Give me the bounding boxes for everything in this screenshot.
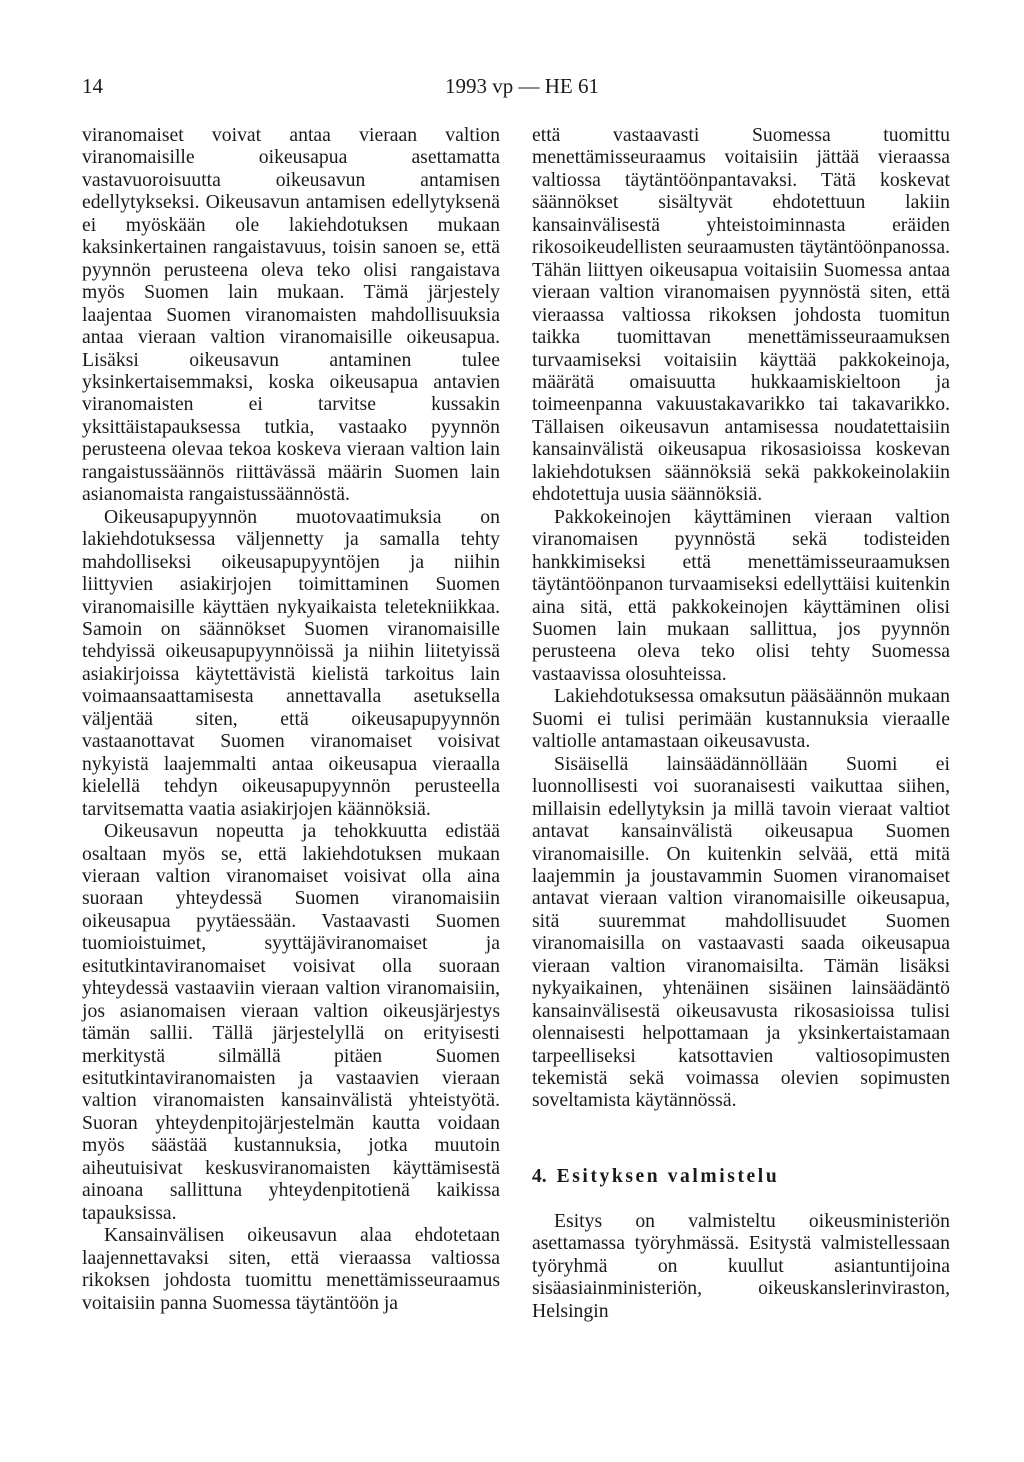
left-column (82, 124, 500, 1314)
paragraph: viranomaiset voivat antaa vieraan valtion viranomaisille oikeusapua asettamatta vastavuoroisuutta oikeusavun antamisen edellytykseksi. Oikeusavun antamisen edellytyksenä ei myöskään ole lakiehdotuksen mukaan kaksinkertainen rangaistavuus, toisin sanoen se, että pyynnön perusteena oleva teko olisi rangaistava myös Suomen lain mukaan. Tämä järjestely laajentaa Suomen viranomaisten mahdollisuuksia antaa vieraan valtion viranomaisille oikeusapua. Lisäksi oikeusavun antaminen tulee yksinkertaisemmaksi, koska oikeusapua antavien viranomaisten ei tarvitse kussakin yksittäistapauksessa tutkia, vastaako pyynnön perusteena olevaa tekoa koskeva vieraan valtion lain rangaistussäännös riittävässä määrin Suomen lain asianomaista rangaistussäännöstä. (82, 124, 500, 506)
page-number: 14 (82, 74, 103, 98)
section-number: 4. (532, 1165, 547, 1187)
paragraph: Oikeusapupyynnön muotovaatimuksia on lakiehdotuksessa väljennetty ja samalla tehty mahdolliseksi oikeusapupyyntöjen ja niihin liittyvien asiakirjojen toimittaminen Suomen viranomaisille käyttäen nykyaikaista teletekniikkaa. Samoin on säännökset Suomen viranomaisille tehdyissä oikeusapupyynnöissä ja niihin liitetyissä asiakirjoissa käytettävistä kielistä tarkoitus lain voimaansaattamisesta annettavalla asetuksella väljentää siten, että oikeusapupyynnön vastaanottavat Suomen viranomaiset voisivat nykyistä laajemmalti antaa oikeusapua vieraalla kielellä tehdyn oikeusapupyynnön perusteella tarvitsematta vaatia asiakirjojen käännöksiä. (82, 505, 500, 820)
section-heading (532, 1166, 950, 1210)
paragraph: Pakkokeinojen käyttäminen vieraan valtion viranomaisen pyynnöstä sekä todisteiden hankkimiseksi että menettämisseuraamuksen täytäntöönpanon turvaamiseksi edellyttäisi kuitenkin aina sitä, että pakkokeinojen käyttäminen olisi Suomen lain mukaan sallittua, jos pyynnön perusteena oleva teko olisi tehty Suomessa vastaavissa olosuhteissa. (532, 505, 950, 685)
paragraph: Oikeusavun nopeutta ja tehokkuutta edistää osaltaan myös se, että lakiehdotuksen mukaan vieraan valtion viranomaiset voisivat olla aina suoraan yhteydessä Suomen viranomaisiin oikeusapua pyytäessään. Vastaavasti Suomen tuomioistuimet, syyttäjäviranomaiset ja esitutkintaviranomaiset voisivat olla suoraan yhteydessä vastaaviin vieraan valtion viranomaisiin, jos asianomaisen vieraan valtion oikeusjärjestys tämän sallii. Tällä järjestelyllä on erityisesti merkitystä silmällä pitäen Suomen esitutkintaviranomaisten ja vastaavien vieraan valtion viranomaisten kansainvälistä yhteistyötä. Suoran yhteydenpitojärjestelmän kautta voidaan myös säästää kustannuksia, jotka muutoin aiheutuisivat keskusviranomaisten käyttämisestä ainoana sallittuna yhteydenpitotienä kaikissa tapauksissa. (82, 820, 500, 1224)
paragraph: Lakiehdotuksessa omaksutun pääsäännön mukaan Suomi ei tulisi perimään kustannuksia vieraalle valtiolle antamastaan oikeusavusta. (532, 685, 950, 753)
running-title: 1993 vp — HE 61 (445, 74, 599, 98)
page-header (82, 74, 962, 104)
paragraph: Esitys on valmisteltu oikeusministeriön asettamassa työryhmässä. Esitystä valmistellessaan työryhmä on kuullut asiantuntijoina sisäasiainministeriön, oikeuskanslerinviraston, Helsingin (532, 1209, 950, 1322)
paragraph: että vastaavasti Suomessa tuomittu menettämisseuraamus voitaisiin jättää vieraassa valtiossa täytäntöönpantavaksi. Tätä koskevat säännökset sisältyvät ehdotettuun lakiin kansainvälisestä yhteistoiminnasta eräiden rikosoikeudellisten seuraamusten täytäntöönpanossa. Tähän liittyen oikeusapua voitaisiin Suomessa antaa vieraan valtion viranomaisen pyynnöstä siten, että vieraassa valtiossa rikoksen johdosta tuomitun taikka tuomittavan menettämisseuraamuksen turvaamiseksi voitaisiin käyttää pakkokeinoja, määrätä omaisuutta hukkaamiskieltoon ja toimeenpanna vakuustakavarikko tai takavarikko. Tällaisen oikeusavun antamisessa noudatettaisiin kansainvälistä oikeusapua rikosasioissa koskevan lakiehdotuksen säännöksiä sekä pakkokeinolakiin ehdotettuja uusia säännöksiä. (532, 124, 950, 506)
paragraph: Sisäisellä lainsäädännöllään Suomi ei luonnollisesti voi suoranaisesti vaikuttaa siihen, millaisin edellytyksin ja millä tavoin vieraat valtiot antavat kansainvälistä oikeusapua Suomen viranomaisille. On kuitenkin selvää, että mitä laajemmin ja joustavammin Suomen viranomaiset antavat vieraan valtion viranomaisille oikeusapua, sitä suuremmat mahdollisuudet Suomen viranomaisilla on vastaavasti saada oikeusapua vieraan valtion viranomaisilta. Tämän lisäksi nykyaikainen, yhtenäinen sisäinen lainsäädäntö kansainvälisestä oikeusavusta rikosasioissa tulisi olennaisesti helpottamaan ja yksinkertaistamaan tarpeelliseksi katsottavien valtiosopimusten tekemistä sekä voimassa olevien sopimusten soveltamista käytännössä. (532, 752, 950, 1112)
section-title: Esityksen valmistelu (556, 1165, 780, 1187)
right-column (532, 124, 950, 1322)
paragraph: Kansainvälisen oikeusavun alaa ehdotetaan laajennettavaksi siten, että vieraassa valtiossa rikoksen johdosta tuomittu menettämisseuraamus voitaisiin panna Suomessa täytäntöön ja (82, 1224, 500, 1314)
